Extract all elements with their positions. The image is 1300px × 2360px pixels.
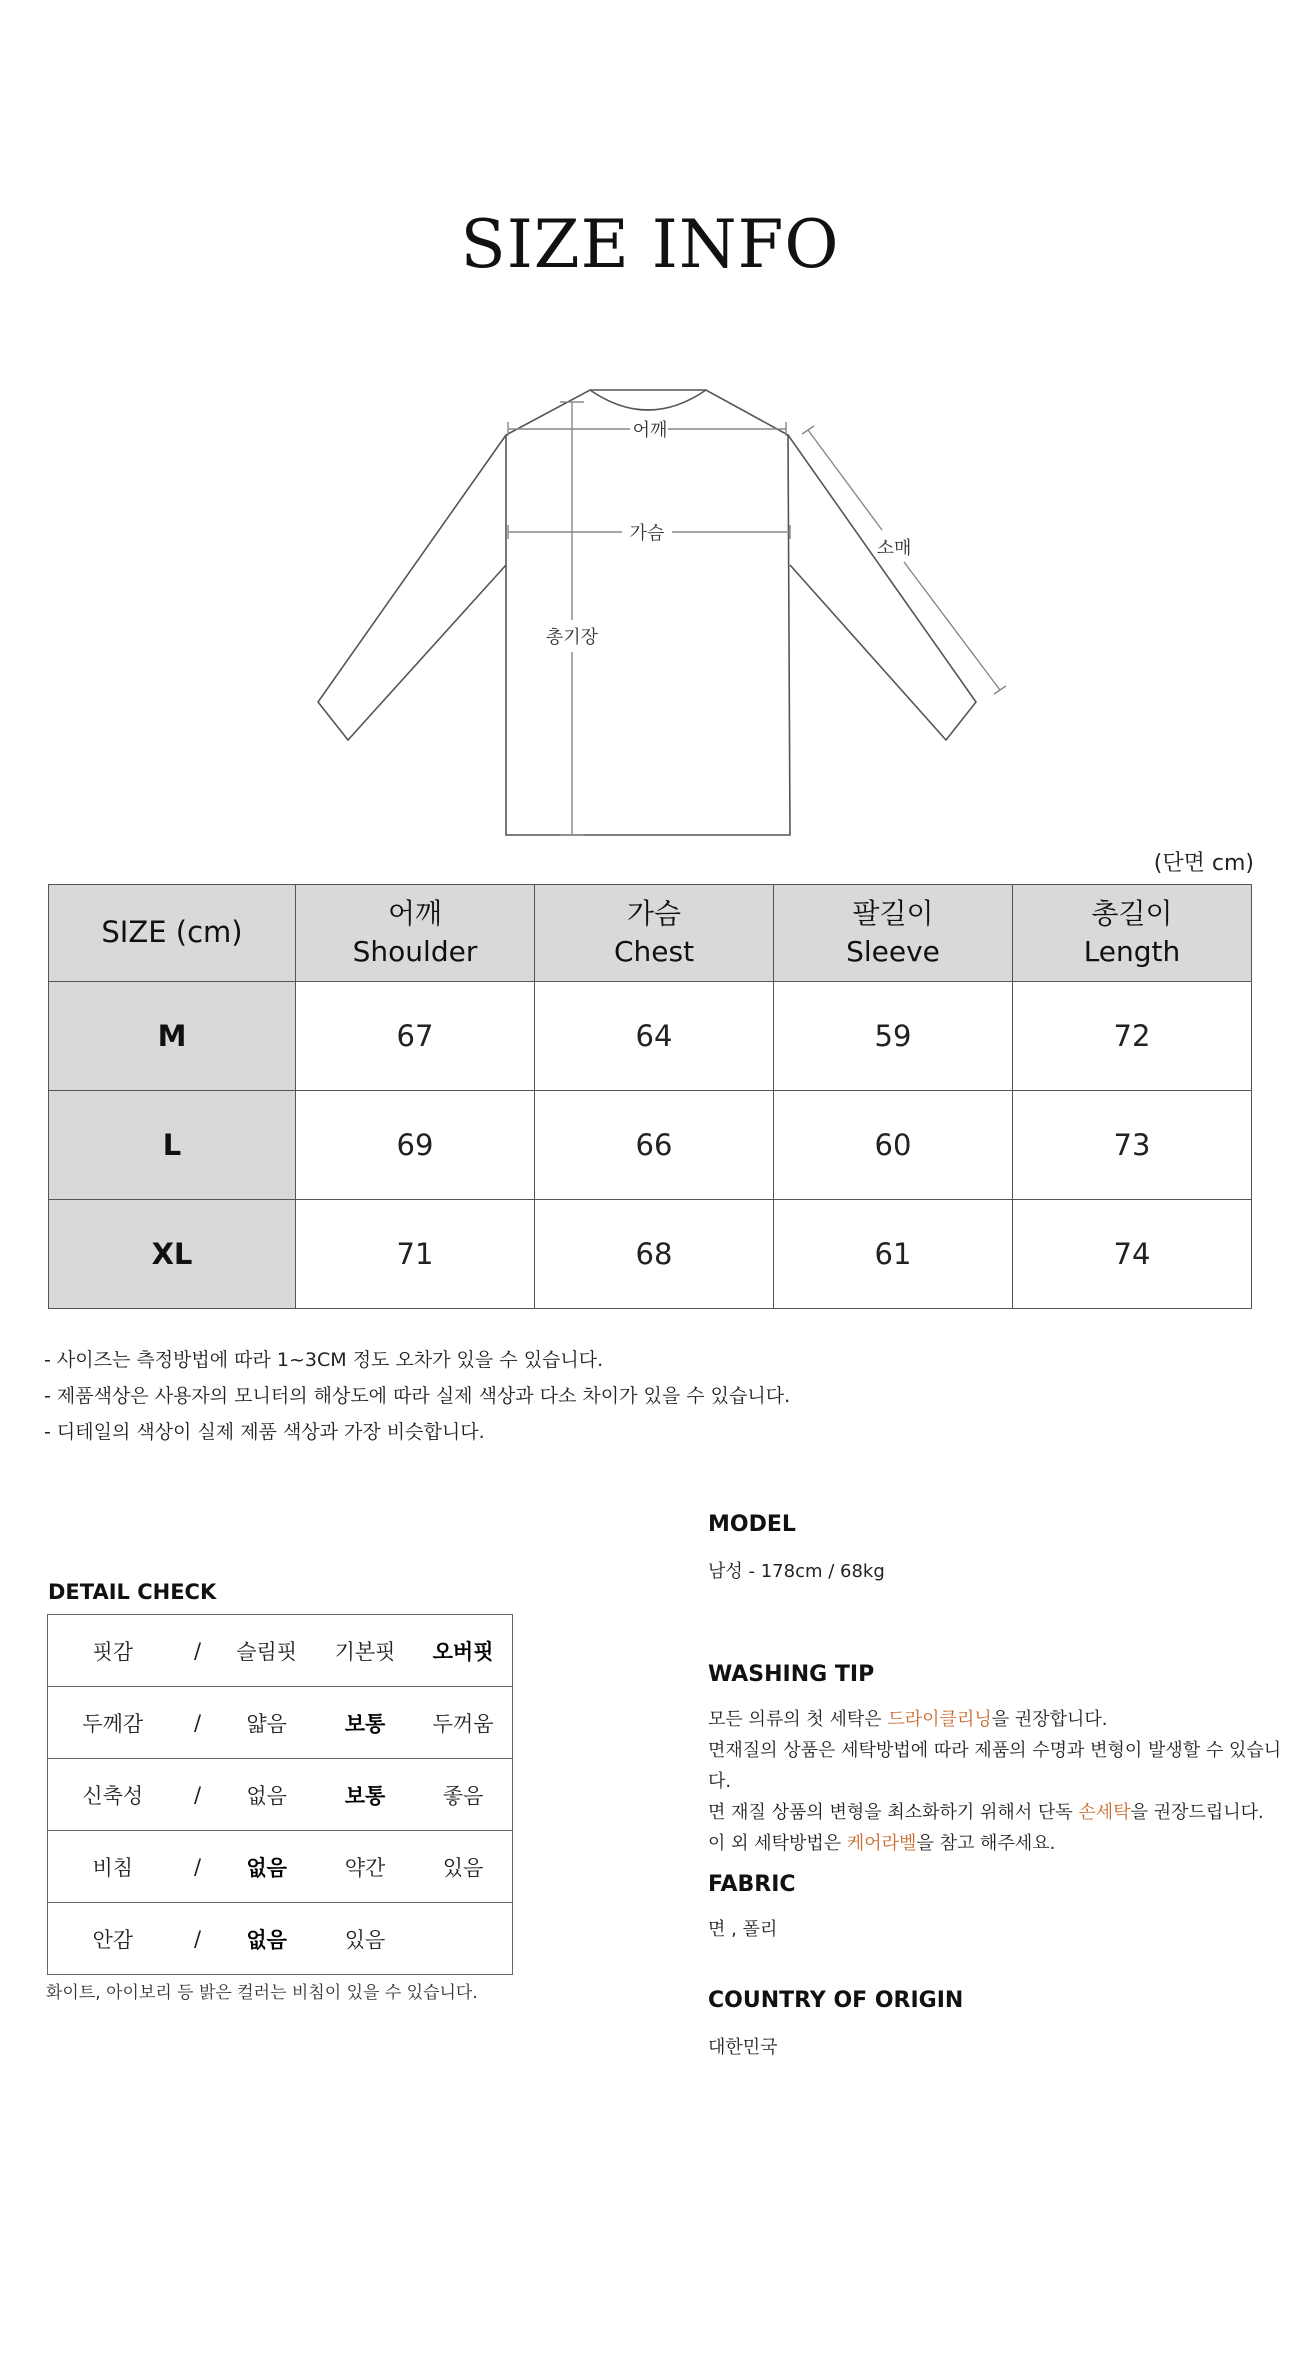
measure-lines [508,402,1006,835]
sleeve-header: 팔길이 Sleeve [774,885,1013,982]
washing-text [708,1704,1300,1859]
table-cell: 61 [774,1200,1013,1309]
detail-label: 비침 [48,1831,178,1903]
size-label: XL [49,1200,296,1309]
table-cell: 72 [1013,982,1252,1091]
washing-highlight: 드라이클리닝 [887,1709,992,1730]
washing-highlight: 손세탁 [1078,1802,1131,1823]
fabric-title: FABRIC [708,1872,796,1897]
detail-label: 안감 [48,1903,178,1975]
size-table [48,884,1252,1309]
table-row [49,982,1252,1091]
origin-title: COUNTRY OF ORIGIN [708,1988,964,2013]
length-label: 총기장 [545,627,599,648]
detail-label: 핏감 [48,1615,178,1687]
note-line: - 제품색상은 사용자의 모니터의 해상도에 따라 실제 색상과 다소 차이가 있을 수 있습니다. [44,1385,791,1407]
garment-outline [318,390,976,835]
shoulder-label: 어깨 [632,420,668,441]
garment-diagram [300,380,1020,850]
detail-label: 두께감 [48,1687,178,1759]
note-line: - 디테일의 색상이 실제 제품 색상과 가장 비슷합니다. [44,1421,485,1443]
washing-line: 모든 의류의 첫 세탁은 드라이클리닝을 권장합니다. [708,1709,1108,1730]
sleeve-label: 소매 [876,538,912,559]
detail-label: 신축성 [48,1759,178,1831]
chest-label: 가슴 [629,523,665,544]
model-text: 남성 - 178cm / 68kg [708,1561,885,1582]
detail-option: 얇음 [218,1687,316,1759]
detail-option: 두꺼움 [414,1687,512,1759]
chest-header: 가슴 Chest [535,885,774,982]
detail-option: 기본핏 [316,1615,414,1687]
table-cell: 71 [296,1200,535,1309]
detail-separator: / [178,1903,218,1975]
detail-option: 약간 [316,1831,414,1903]
detail-row [48,1687,513,1759]
size-label: M [49,982,296,1091]
table-cell: 59 [774,982,1013,1091]
washing-line: 면재질의 상품은 세탁방법에 따라 제품의 수명과 변형이 발생할 수 있습니다. [708,1740,1282,1792]
unit-note: (단면 cm) [1153,851,1254,876]
shoulder-header: 어깨 Shoulder [296,885,535,982]
detail-separator: / [178,1687,218,1759]
size-table-header [49,885,1252,982]
table-cell: 73 [1013,1091,1252,1200]
size-notes [44,1342,790,1450]
detail-option: 좋음 [414,1759,512,1831]
length-header: 총길이 Length [1013,885,1252,982]
detail-separator: / [178,1759,218,1831]
detail-option: 있음 [414,1831,512,1903]
note-line: - 사이즈는 측정방법에 따라 1~3CM 정도 오차가 있을 수 있습니다. [44,1349,604,1371]
detail-option: 슬림핏 [218,1615,316,1687]
table-cell: 74 [1013,1200,1252,1309]
detail-option [414,1903,512,1975]
detail-option: 없음 [218,1903,316,1975]
washing-title: WASHING TIP [708,1662,875,1687]
detail-check-title: DETAIL CHECK [48,1580,217,1604]
detail-option: 오버핏 [414,1615,512,1687]
table-row [49,1200,1252,1309]
detail-row [48,1903,513,1975]
detail-separator: / [178,1831,218,1903]
washing-line: 면 재질 상품의 변형을 최소화하기 위해서 단독 손세탁을 권장드립니다. [708,1802,1264,1823]
detail-row [48,1831,513,1903]
model-title: MODEL [708,1512,796,1537]
detail-option: 보통 [316,1687,414,1759]
table-cell: 64 [535,982,774,1091]
origin-text: 대한민국 [708,2037,778,2058]
washing-line: 이 외 세탁방법은 케어라벨을 참고 해주세요. [708,1833,1056,1854]
table-cell: 66 [535,1091,774,1200]
detail-separator: / [178,1615,218,1687]
size-label: L [49,1091,296,1200]
table-cell: 69 [296,1091,535,1200]
detail-option: 보통 [316,1759,414,1831]
detail-check-note: 화이트, 아이보리 등 밝은 컬러는 비침이 있을 수 있습니다. [46,1983,478,2003]
detail-option: 있음 [316,1903,414,1975]
table-cell: 67 [296,982,535,1091]
table-row [49,1091,1252,1200]
detail-option: 없음 [218,1759,316,1831]
table-cell: 68 [535,1200,774,1309]
table-cell: 60 [774,1091,1013,1200]
detail-row [48,1759,513,1831]
detail-row [48,1615,513,1687]
detail-check-table [47,1614,513,1975]
fabric-text: 면 , 폴리 [708,1919,778,1940]
size-header-cell: SIZE (cm) [49,885,296,982]
detail-option: 없음 [218,1831,316,1903]
page-title: SIZE INFO [460,206,840,283]
washing-highlight: 케어라벨 [846,1833,917,1854]
